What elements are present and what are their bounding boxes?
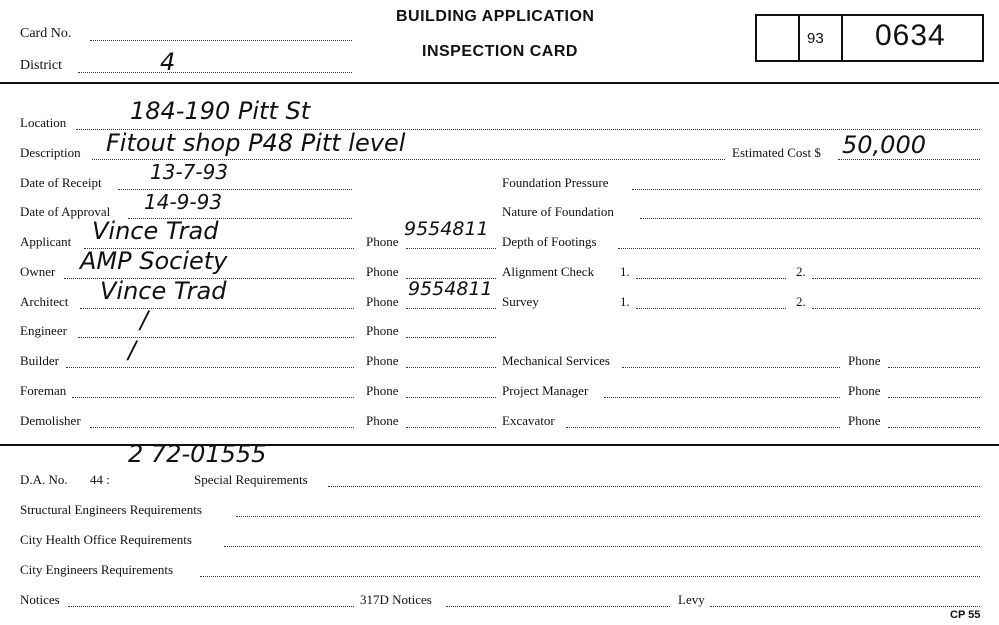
survey-1-label: 1.: [620, 294, 630, 309]
foreman-line: [72, 397, 354, 398]
survey-2-label: 2.: [796, 294, 806, 309]
form-title-line2: INSPECTION CARD: [422, 43, 578, 60]
engineer-phone-line: [406, 337, 496, 338]
architect-phone-value: 9554811: [408, 278, 493, 300]
demolisher-phone-label: Phone: [366, 413, 399, 428]
engineer-label: Engineer: [20, 323, 67, 338]
estimated-cost-value: 50,000: [842, 131, 926, 159]
engineer-line: [78, 337, 354, 338]
excavator-line: [566, 427, 840, 428]
excavator-label: Excavator: [502, 413, 555, 428]
receipt-label: Date of Receipt: [20, 175, 102, 190]
owner-value: AMP Society: [80, 247, 228, 275]
notices-317-line: [446, 606, 670, 607]
card-no-line: [90, 40, 352, 41]
demolisher-phone-line: [406, 427, 496, 428]
mech-phone-line: [888, 367, 980, 368]
health-label: City Health Office Requirements: [20, 532, 192, 547]
applicant-phone-value: 9554811: [404, 218, 489, 240]
notices-label: Notices: [20, 592, 60, 607]
survey-label: Survey: [502, 294, 539, 309]
pm-phone-line: [888, 397, 980, 398]
structural-line: [236, 516, 980, 517]
owner-phone-label: Phone: [366, 264, 399, 279]
architect-value: Vince Trad: [100, 277, 227, 305]
approval-label: Date of Approval: [20, 204, 111, 219]
foreman-label: Foreman: [20, 383, 67, 398]
receipt-value: 13-7-93: [150, 160, 229, 184]
alignment-1-label: 1.: [620, 264, 630, 279]
structural-label: Structural Engineers Requirements: [20, 502, 202, 517]
levy-label: Levy: [678, 592, 705, 607]
card-year: 93: [807, 30, 824, 47]
builder-line: [66, 367, 354, 368]
district-value: 4: [160, 48, 176, 76]
demolisher-line: [90, 427, 354, 428]
architect-label: Architect: [20, 294, 69, 309]
nature-foundation-label: Nature of Foundation: [502, 204, 614, 219]
special-label: Special Requirements: [194, 472, 308, 487]
header-rule: [0, 82, 999, 84]
alignment-1-line: [636, 278, 786, 279]
notices-line: [68, 606, 354, 607]
demolisher-label: Demolisher: [20, 413, 81, 428]
health-line: [224, 546, 980, 547]
survey-1-line: [636, 308, 786, 309]
location-value: 184-190 Pitt St: [130, 97, 311, 125]
alignment-2-line: [812, 278, 980, 279]
builder-label: Builder: [20, 353, 59, 368]
excavator-phone-line: [888, 427, 980, 428]
description-label: Description: [20, 145, 81, 160]
nature-foundation-line: [640, 218, 980, 219]
builder-phone-label: Phone: [366, 353, 399, 368]
mech-line: [622, 367, 840, 368]
builder-phone-line: [406, 367, 496, 368]
alignment-label: Alignment Check: [502, 264, 595, 279]
architect-phone-label: Phone: [366, 294, 399, 309]
architect-line: [80, 308, 354, 309]
engineer-value: /: [140, 306, 149, 334]
mech-label: Mechanical Services: [502, 353, 610, 368]
foreman-phone-line: [406, 397, 496, 398]
applicant-value: Vince Trad: [92, 217, 219, 245]
district-line: [78, 72, 352, 73]
da-prefix: 44 :: [90, 472, 110, 487]
mech-phone-label: Phone: [848, 353, 881, 368]
applicant-phone-line: [406, 248, 496, 249]
builder-value: /: [128, 336, 137, 364]
architect-phone-line: [406, 308, 496, 309]
survey-2-line: [812, 308, 980, 309]
district-label: District: [20, 58, 62, 73]
pm-label: Project Manager: [502, 383, 589, 398]
alignment-2-label: 2.: [796, 264, 806, 279]
card-number-box: [755, 14, 984, 62]
applicant-label: Applicant: [20, 234, 72, 249]
form-title-line1: BUILDING APPLICATION: [396, 8, 595, 25]
description-value: Fitout shop P48 Pitt level: [106, 129, 406, 157]
estimated-cost-line: [838, 159, 980, 160]
da-value: 2 72-01555: [128, 440, 267, 468]
engineer-phone-label: Phone: [366, 323, 399, 338]
depth-footings-line: [618, 248, 980, 249]
depth-footings-label: Depth of Footings: [502, 234, 597, 249]
card-no-label: Card No.: [20, 26, 72, 41]
estimated-cost-label: Estimated Cost $: [732, 145, 821, 160]
approval-value: 14-9-93: [144, 190, 223, 214]
owner-label: Owner: [20, 264, 56, 279]
foundation-pressure-line: [632, 189, 980, 190]
location-label: Location: [20, 115, 67, 130]
foundation-pressure-label: Foundation Pressure: [502, 175, 609, 190]
special-line: [328, 486, 980, 487]
da-label: D.A. No.: [20, 472, 68, 487]
levy-line: [710, 606, 980, 607]
notices-317-label: 317D Notices: [360, 592, 432, 607]
form-code: CP 55: [950, 609, 981, 621]
pm-line: [604, 397, 840, 398]
foreman-phone-label: Phone: [366, 383, 399, 398]
applicant-phone-label: Phone: [366, 234, 399, 249]
excavator-phone-label: Phone: [848, 413, 881, 428]
city-eng-line: [200, 576, 980, 577]
city-eng-label: City Engineers Requirements: [20, 562, 174, 577]
card-number: 0634: [875, 19, 946, 52]
pm-phone-label: Phone: [848, 383, 881, 398]
